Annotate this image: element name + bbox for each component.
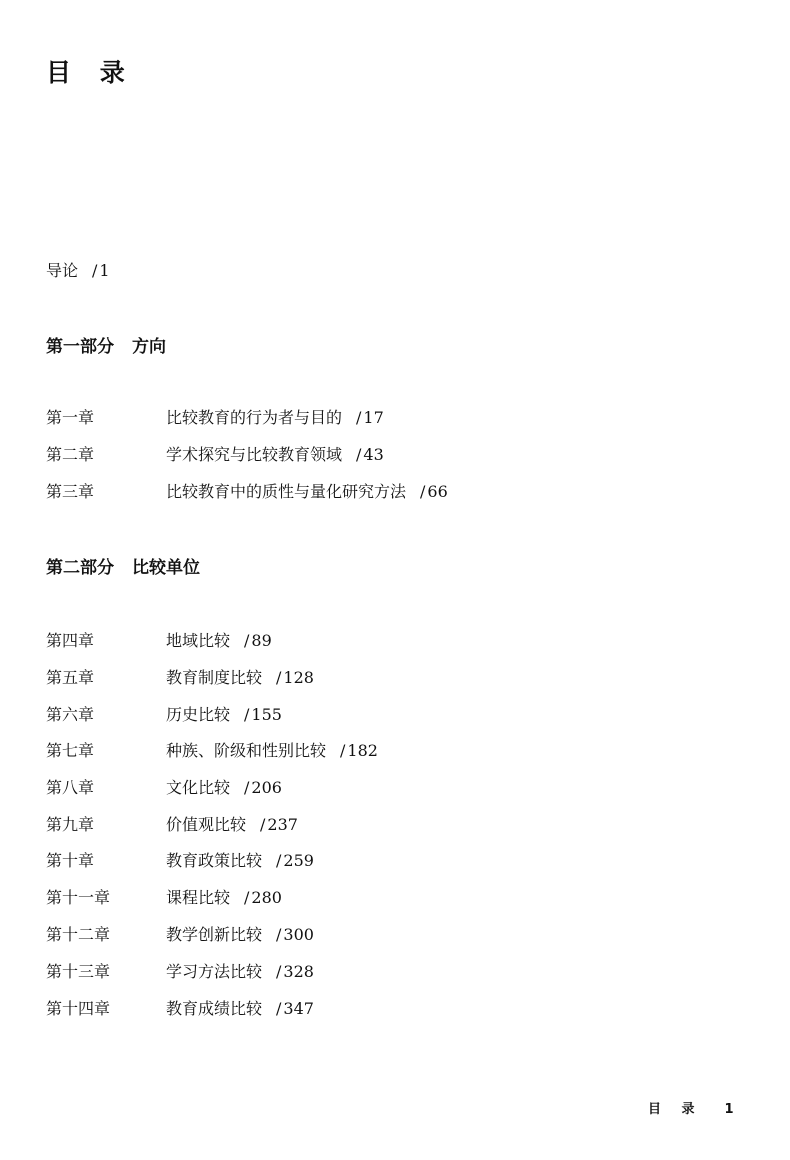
toc-entry-chapter-3[interactable]: [46, 480, 448, 504]
toc-entry-chapter-14[interactable]: [46, 997, 314, 1021]
chapter-page: 280: [251, 888, 282, 907]
intro-label: 导论: [46, 261, 79, 280]
page-footer: [648, 1098, 734, 1117]
toc-entry-chapter-11[interactable]: [46, 886, 282, 910]
page-separator: /: [92, 261, 98, 280]
page-separator: /: [340, 741, 346, 760]
chapter-page: 347: [283, 999, 314, 1018]
page-separator: /: [244, 705, 250, 724]
chapter-page: 328: [283, 962, 314, 981]
chapter-number: 第九章: [46, 815, 95, 834]
toc-entry-chapter-13[interactable]: [46, 960, 314, 984]
chapter-number: 第四章: [46, 631, 95, 650]
chapter-page: 237: [267, 815, 298, 834]
chapter-number: 第十三章: [46, 962, 111, 981]
chapter-title: 教育制度比较: [166, 668, 263, 687]
toc-entry-chapter-5[interactable]: [46, 666, 314, 690]
part-name: 比较单位: [132, 558, 200, 578]
chapter-title: 教育政策比较: [166, 851, 263, 870]
chapter-number: 第一章: [46, 408, 95, 427]
chapter-title: 文化比较: [166, 778, 231, 797]
chapter-title: 种族、阶级和性别比较: [166, 741, 327, 760]
chapter-title: 教学创新比较: [166, 925, 263, 944]
toc-entry-chapter-1[interactable]: [46, 406, 384, 430]
page-separator: /: [420, 482, 426, 501]
chapter-page: 155: [251, 705, 282, 724]
chapter-number: 第十四章: [46, 999, 111, 1018]
page-title: 目 录: [46, 58, 135, 87]
chapter-number: 第十章: [46, 851, 95, 870]
toc-entry-chapter-10[interactable]: [46, 849, 314, 873]
chapter-title: 学术探究与比较教育领域: [166, 445, 343, 464]
chapter-number: 第八章: [46, 778, 95, 797]
toc-entry-chapter-8[interactable]: [46, 776, 282, 800]
chapter-number: 第七章: [46, 741, 95, 760]
footer-label: 目 录: [648, 1102, 703, 1117]
footer-page-number: 1: [724, 1102, 734, 1117]
page-separator: /: [276, 668, 282, 687]
chapter-page: 300: [283, 925, 314, 944]
chapter-page: 17: [363, 408, 384, 427]
chapter-title: 历史比较: [166, 705, 231, 724]
chapter-page: 89: [251, 631, 272, 650]
page-separator: /: [244, 778, 250, 797]
toc-entry-chapter-12[interactable]: [46, 923, 314, 947]
toc-entry-intro[interactable]: [46, 259, 110, 283]
part-heading-1: [46, 334, 166, 360]
chapter-title: 学习方法比较: [166, 962, 263, 981]
part-heading-2: [46, 555, 200, 581]
chapter-page: 66: [427, 482, 448, 501]
chapter-title: 课程比较: [166, 888, 231, 907]
chapter-page: 43: [363, 445, 384, 464]
page-separator: /: [276, 851, 282, 870]
intro-page: 1: [99, 261, 110, 280]
chapter-number: 第三章: [46, 482, 95, 501]
page-separator: /: [276, 962, 282, 981]
part-number: 第二部分: [46, 558, 114, 578]
chapter-number: 第五章: [46, 668, 95, 687]
page-separator: /: [244, 888, 250, 907]
chapter-number: 第十一章: [46, 888, 111, 907]
toc-entry-chapter-6[interactable]: [46, 703, 282, 727]
part-number: 第一部分: [46, 337, 114, 357]
chapter-number: 第六章: [46, 705, 95, 724]
chapter-page: 206: [251, 778, 282, 797]
toc-entry-chapter-9[interactable]: [46, 813, 298, 837]
chapter-number: 第二章: [46, 445, 95, 464]
page-separator: /: [276, 999, 282, 1018]
page-separator: /: [244, 631, 250, 650]
part-name: 方向: [132, 337, 166, 357]
chapter-page: 259: [283, 851, 314, 870]
chapter-title: 教育成绩比较: [166, 999, 263, 1018]
page-separator: /: [276, 925, 282, 944]
chapter-title: 价值观比较: [166, 815, 247, 834]
page-separator: /: [260, 815, 266, 834]
chapter-page: 182: [347, 741, 378, 760]
page-separator: /: [356, 408, 362, 427]
toc-entry-chapter-7[interactable]: [46, 739, 378, 763]
chapter-title: 比较教育中的质性与量化研究方法: [166, 482, 407, 501]
chapter-page: 128: [283, 668, 314, 687]
page-separator: /: [356, 445, 362, 464]
chapter-title: 地域比较: [166, 631, 231, 650]
toc-entry-chapter-2[interactable]: [46, 443, 384, 467]
toc-entry-chapter-4[interactable]: [46, 629, 272, 653]
chapter-number: 第十二章: [46, 925, 111, 944]
chapter-title: 比较教育的行为者与目的: [166, 408, 343, 427]
